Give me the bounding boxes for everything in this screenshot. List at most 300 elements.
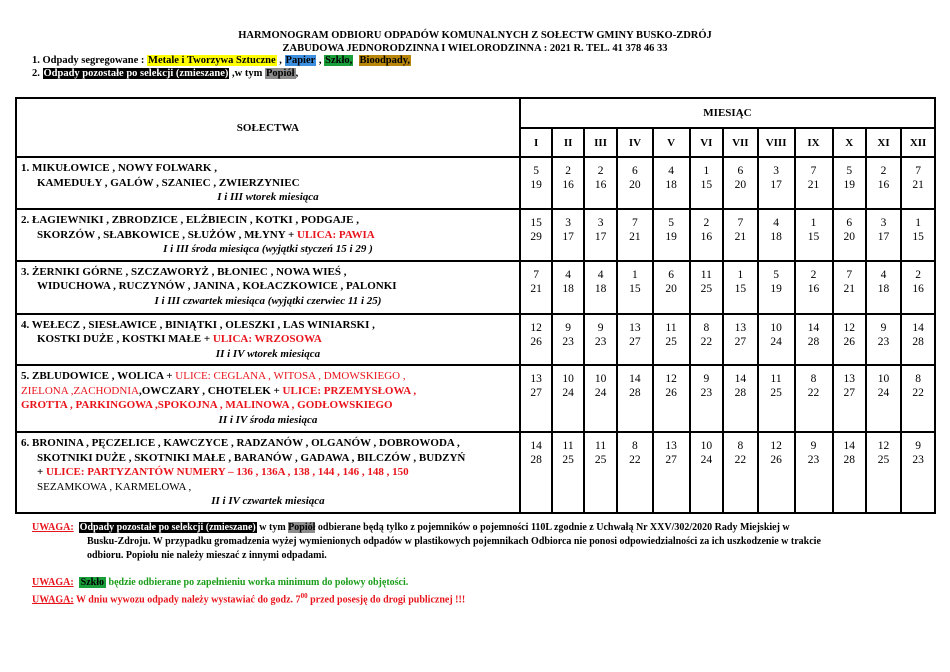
- street-list: ULICE: PARTYZANTÓW NUMERY – 136 , 136A , 138 , 144 , 146 , 148 , 150: [46, 466, 409, 478]
- pickup-day: 18: [562, 282, 574, 295]
- pickup-day: 20: [665, 282, 677, 295]
- pickup-day: 1: [810, 217, 817, 229]
- street-list: ZIELONA ,ZACHODNIA: [21, 384, 139, 397]
- header-solectwa: SOŁECTWA: [16, 98, 520, 157]
- pickup-day: 9: [703, 373, 710, 385]
- street-list: GROTTA , PARKINGOWA ,SPOKOJNA , MALINOWA , GODŁOWSKIEGO: [21, 399, 393, 411]
- pickup-day: 6: [668, 268, 674, 281]
- date-cell: [520, 209, 552, 261]
- locality-text: II i IV czwartek miesiąca: [211, 495, 325, 507]
- note-zmieszane: Odpady pozostałe po selekcji (zmieszane): [79, 522, 256, 533]
- legend-mixed: [32, 68, 298, 79]
- month-header: II: [552, 128, 584, 157]
- solectwo-cell: [16, 209, 520, 261]
- pickup-day: 25: [700, 282, 713, 295]
- pickup-day: 3: [565, 217, 571, 229]
- locality-line: [21, 161, 515, 176]
- pickup-day: 25: [770, 387, 782, 399]
- document-title: HARMONOGRAM ODBIORU ODPADÓW KOMUNALNYCH Z SOŁECTW GMINY BUSKO-ZDRÓJ: [238, 30, 712, 41]
- locality-line: [21, 465, 515, 480]
- pickup-day: 9: [565, 321, 571, 334]
- pickup-day: 9: [915, 440, 921, 452]
- legend-sep: ,: [316, 55, 325, 66]
- pickup-day: 25: [594, 454, 607, 466]
- pickup-day: 8: [703, 321, 710, 334]
- pickup-day: 26: [665, 387, 677, 399]
- pickup-day: 29: [530, 231, 542, 243]
- date-cell: [584, 261, 617, 314]
- pickup-day: 12: [877, 440, 890, 452]
- pickup-day: 2: [703, 217, 710, 229]
- pickup-day: 28: [734, 387, 747, 399]
- pickup-day: 19: [843, 179, 855, 191]
- date-cell: [866, 365, 901, 432]
- pickup-day: 27: [843, 387, 855, 399]
- pickup-day: 3: [880, 217, 887, 229]
- date-cell: [617, 314, 652, 366]
- pickup-day: 28: [912, 335, 924, 348]
- locality-text: I i III czwartek miesiąca (wyjątki czerwiec 11 i 25): [154, 294, 382, 307]
- table-row: [16, 314, 935, 366]
- date-cell: [690, 209, 723, 261]
- pickup-day: 26: [843, 335, 855, 348]
- date-cell: [795, 432, 833, 513]
- note-popiol: Popiół: [288, 522, 316, 533]
- pickup-day: 19: [770, 282, 782, 295]
- note-text: będzie odbierane po zapełnieniu worka minimum do połowy objętości.: [106, 577, 409, 588]
- month-header: V: [653, 128, 690, 157]
- pickup-day: 16: [912, 282, 924, 295]
- pickup-day: 10: [770, 321, 782, 334]
- note-szklo: Szkło: [80, 577, 105, 588]
- pickup-day: 1: [737, 268, 744, 281]
- date-cell: [653, 209, 690, 261]
- date-cell: [552, 157, 584, 209]
- schedule-rule: [21, 347, 515, 362]
- pickup-day: 2: [915, 268, 921, 281]
- solectwo-cell: [16, 432, 520, 513]
- pickup-day: 10: [877, 373, 890, 385]
- date-cell: [653, 157, 690, 209]
- pickup-day: 8: [632, 440, 638, 452]
- date-cell: [901, 157, 935, 209]
- locality-text: ,OWCZARY , CHOTELEK +: [138, 384, 283, 397]
- pickup-day: 3: [597, 217, 604, 229]
- date-cell: [723, 209, 758, 261]
- date-cell: [758, 261, 795, 314]
- header-miesiac: MIESIĄC: [520, 98, 935, 128]
- pickup-day: 14: [843, 440, 855, 452]
- pickup-day: 28: [807, 335, 820, 348]
- pickup-day: 11: [665, 321, 677, 334]
- date-cell: [758, 157, 795, 209]
- pickup-day: 21: [807, 179, 820, 191]
- solectwo-cell: [16, 365, 520, 432]
- locality-line: [21, 436, 515, 451]
- pickup-day: 5: [773, 268, 779, 281]
- date-cell: [866, 314, 901, 366]
- locality-text: II i IV wtorek miesiąca: [215, 347, 321, 360]
- pickup-day: 10: [700, 440, 713, 452]
- pickup-day: 16: [807, 282, 820, 295]
- pickup-day: 22: [912, 387, 924, 399]
- date-cell: [617, 157, 652, 209]
- legend-segregated: [32, 55, 411, 66]
- pickup-day: 23: [912, 454, 924, 466]
- document-subtitle: ZABUDOWA JEDNORODZINNA I WIELORODZINNA : 2021 R. TEL. 41 378 46 33: [282, 43, 668, 54]
- pickup-day: 22: [629, 454, 641, 466]
- date-cell: [901, 261, 935, 314]
- date-cell: [653, 365, 690, 432]
- date-cell: [552, 365, 584, 432]
- pickup-day: 7: [533, 268, 539, 281]
- date-cell: [901, 314, 935, 366]
- solectwo-cell: [16, 157, 520, 209]
- pickup-day: 8: [810, 373, 817, 385]
- legend-label: 2.: [32, 68, 43, 79]
- legend-sep: ,: [276, 55, 285, 66]
- locality-text: 5. ZBLUDOWICE , WOLICA +: [21, 370, 176, 382]
- date-cell: [520, 157, 552, 209]
- pickup-day: 27: [530, 387, 542, 399]
- table-row: [16, 209, 935, 261]
- schedule-rule: [21, 294, 515, 309]
- pickup-day: 4: [565, 268, 571, 281]
- pickup-day: 18: [665, 179, 677, 191]
- pickup-day: 6: [632, 165, 638, 177]
- pickup-day: 7: [810, 165, 817, 177]
- pickup-day: 15: [734, 282, 747, 295]
- pickup-day: 14: [807, 321, 820, 334]
- pickup-day: 15: [530, 217, 542, 229]
- note-mixed-waste: [32, 521, 932, 563]
- solectwo-cell: [16, 314, 520, 366]
- pickup-day: 19: [530, 179, 542, 191]
- pickup-day: 24: [770, 335, 782, 348]
- date-cell: [723, 157, 758, 209]
- locality-text: 4. WEŁECZ , SIESŁAWICE , BINIĄTKI , OLESZKI , LAS WINIARSKI ,: [21, 318, 375, 331]
- pickup-day: 21: [629, 231, 641, 243]
- pickup-day: 25: [562, 454, 574, 466]
- pickup-day: 14: [629, 373, 641, 385]
- legend-bio: Bioodpady,: [359, 55, 411, 66]
- street-list: ULICE: CEGLANA , WITOSA , DMOWSKIEGO ,: [175, 370, 406, 382]
- pickup-day: 1: [915, 217, 921, 229]
- locality-line: [21, 228, 515, 243]
- note-sup: 00: [300, 592, 308, 600]
- pickup-day: 23: [807, 454, 820, 466]
- pickup-day: 12: [530, 321, 542, 334]
- legend-popiol: Popiół: [265, 68, 295, 79]
- date-cell: [723, 314, 758, 366]
- pickup-day: 11: [770, 373, 782, 385]
- date-cell: [758, 432, 795, 513]
- pickup-day: 23: [562, 335, 574, 348]
- date-cell: [520, 365, 552, 432]
- uwaga-label: UWAGA:: [32, 522, 74, 533]
- pickup-day: 17: [562, 231, 574, 243]
- pickup-day: 3: [773, 165, 779, 177]
- table-row: [16, 261, 935, 314]
- month-header: I: [520, 128, 552, 157]
- pickup-day: 20: [629, 179, 641, 191]
- date-cell: [552, 314, 584, 366]
- date-cell: [758, 209, 795, 261]
- pickup-day: 2: [597, 165, 604, 177]
- date-cell: [653, 432, 690, 513]
- pickup-day: 24: [877, 387, 890, 399]
- date-cell: [690, 157, 723, 209]
- date-cell: [723, 432, 758, 513]
- pickup-day: 27: [734, 335, 747, 348]
- solectwo-cell: [16, 261, 520, 314]
- locality-line: [21, 176, 515, 191]
- date-cell: [552, 432, 584, 513]
- pickup-day: 6: [846, 217, 853, 229]
- pickup-day: 22: [807, 387, 820, 399]
- pickup-day: 7: [737, 217, 744, 229]
- pickup-day: 18: [877, 282, 890, 295]
- pickup-day: 15: [700, 179, 713, 191]
- locality-line: [21, 213, 515, 228]
- pickup-day: 9: [810, 440, 817, 452]
- pickup-day: 28: [843, 454, 855, 466]
- date-cell: [833, 432, 866, 513]
- date-cell: [584, 209, 617, 261]
- locality-line: [21, 384, 515, 399]
- date-cell: [653, 314, 690, 366]
- date-cell: [690, 314, 723, 366]
- date-cell: [690, 261, 723, 314]
- pickup-day: 5: [846, 165, 853, 177]
- pickup-day: 11: [595, 440, 607, 452]
- pickup-day: 18: [770, 231, 782, 243]
- note-text: W dniu wywozu odpady należy wystawiać do godz. 7: [73, 594, 301, 606]
- pickup-day: 7: [632, 217, 638, 229]
- date-cell: [584, 157, 617, 209]
- pickup-day: 13: [530, 373, 542, 385]
- date-cell: [795, 157, 833, 209]
- pickup-day: 10: [562, 373, 574, 385]
- pickup-day: 16: [877, 179, 890, 191]
- legend-sep: ,: [295, 68, 299, 79]
- pickup-day: 15: [807, 231, 820, 243]
- date-cell: [901, 432, 935, 513]
- locality-line: [21, 332, 515, 347]
- pickup-day: 2: [810, 268, 817, 281]
- pickup-day: 5: [668, 217, 674, 229]
- schedule-rule: [21, 413, 515, 428]
- pickup-day: 20: [843, 231, 855, 243]
- pickup-day: 11: [562, 440, 574, 452]
- month-header: XI: [866, 128, 901, 157]
- date-cell: [584, 365, 617, 432]
- pickup-day: 24: [562, 387, 574, 399]
- date-cell: [866, 157, 901, 209]
- note-time: [32, 589, 465, 607]
- locality-text: SEZAMKOWA , KARMELOWA ,: [37, 480, 192, 493]
- pickup-day: 11: [700, 268, 712, 281]
- pickup-day: 14: [912, 321, 924, 334]
- locality-text: 6. BRONINA , PĘCZELICE , KAWCZYCE , RADZANÓW , OLGANÓW , DOBROWODA ,: [21, 437, 460, 449]
- date-cell: [617, 365, 652, 432]
- date-cell: [795, 314, 833, 366]
- legend-zmieszane: Odpady pozostałe po selekcji (zmieszane): [43, 68, 229, 79]
- legend-sep: ,w tym: [229, 68, 265, 79]
- locality-line: [21, 265, 515, 280]
- pickup-day: 13: [734, 321, 747, 334]
- locality-text: I i III wtorek miesiąca: [217, 191, 319, 203]
- date-cell: [795, 209, 833, 261]
- pickup-day: 17: [770, 179, 782, 191]
- locality-text: SKORZÓW , SŁABKOWICE , SŁUŻÓW , MŁYNY +: [37, 228, 298, 241]
- pickup-day: 4: [597, 268, 604, 281]
- pickup-day: 14: [530, 440, 542, 452]
- pickup-day: 22: [700, 335, 713, 348]
- date-cell: [866, 432, 901, 513]
- pickup-day: 9: [880, 321, 887, 334]
- date-cell: [833, 157, 866, 209]
- date-cell: [833, 261, 866, 314]
- table-row: [16, 432, 935, 513]
- pickup-day: 7: [846, 268, 853, 281]
- pickup-day: 8: [915, 373, 921, 385]
- schedule-rule: [21, 494, 515, 509]
- note-glass: [32, 576, 408, 590]
- pickup-day: 25: [877, 454, 890, 466]
- pickup-day: 2: [880, 165, 887, 177]
- note-text: przed posesję do drogi publicznej !!!: [307, 594, 466, 606]
- pickup-day: 21: [912, 179, 924, 191]
- locality-text: WIDUCHOWA , RUCZYNÓW , JANINA , KOŁACZKOWICE , PALONKI: [37, 280, 397, 292]
- note-text: odbierane będą tylko z pojemników o pojemności 110L zgodnie z Uchwałą Nr XXV/302/2020 Rady Miejskiej w: [315, 522, 790, 533]
- note-text: odbioru. Popiołu nie należy mieszać z innymi odpadami.: [87, 550, 327, 561]
- month-header: VI: [690, 128, 723, 157]
- pickup-day: 26: [530, 335, 542, 348]
- pickup-day: 28: [530, 454, 542, 466]
- locality-text: I i III środa miesiąca (wyjątki styczeń 15 i 29 ): [163, 243, 373, 255]
- pickup-day: 4: [668, 165, 674, 177]
- locality-line: [21, 369, 515, 384]
- pickup-day: 21: [843, 282, 855, 295]
- locality-text: KOSTKI DUŻE , KOSTKI MAŁE +: [37, 333, 213, 345]
- legend-papier: Papier: [285, 55, 316, 66]
- pickup-day: 25: [665, 335, 677, 348]
- locality-line: [21, 318, 515, 333]
- street-list: ULICE: PRZEMYSŁOWA ,: [282, 384, 417, 397]
- pickup-day: 15: [629, 282, 641, 295]
- table-row: [16, 365, 935, 432]
- pickup-day: 17: [877, 231, 890, 243]
- table-row: [16, 157, 935, 209]
- pickup-day: 22: [734, 454, 747, 466]
- date-cell: [901, 365, 935, 432]
- pickup-day: 24: [700, 454, 713, 466]
- locality-text: 2. ŁAGIEWNIKI , ZBRODZICE , ELŻBIECIN , KOTKI , PODGAJE ,: [21, 214, 360, 226]
- schedule-table: [15, 97, 936, 514]
- date-cell: [520, 314, 552, 366]
- pickup-day: 1: [703, 165, 710, 177]
- pickup-day: 1: [632, 268, 638, 281]
- legend-metale: Metale i Tworzywa Sztuczne: [148, 55, 276, 66]
- pickup-day: 13: [629, 321, 641, 334]
- date-cell: [690, 432, 723, 513]
- date-cell: [795, 365, 833, 432]
- date-cell: [617, 261, 652, 314]
- pickup-day: 16: [700, 231, 713, 243]
- locality-text: 1. MIKUŁOWICE , NOWY FOLWARK ,: [21, 162, 217, 174]
- date-cell: [758, 365, 795, 432]
- date-cell: [552, 209, 584, 261]
- locality-text: 3. ŻERNIKI GÓRNE , SZCZAWORYŻ , BŁONIEC , NOWA WIEŚ ,: [21, 265, 347, 278]
- pickup-day: 2: [565, 165, 571, 177]
- pickup-day: 13: [665, 440, 677, 452]
- month-header: VII: [723, 128, 758, 157]
- uwaga-label: UWAGA:: [32, 577, 74, 588]
- legend-szklo: Szkło,: [325, 55, 353, 66]
- note-text: Busku-Zdroju. W przypadku gromadzenia wyżej wymienionych odpadów w plastikowych pojemnikach Odbiorca nie ponosi odpowiedzialności za ich uszkodzenie w trakcie: [87, 536, 821, 547]
- pickup-day: 21: [530, 282, 542, 295]
- pickup-day: 9: [597, 321, 604, 334]
- pickup-day: 28: [629, 387, 641, 399]
- legend-label: 1. Odpady segregowane :: [32, 55, 148, 66]
- month-header: VIII: [758, 128, 795, 157]
- date-cell: [723, 365, 758, 432]
- pickup-day: 8: [737, 440, 744, 452]
- pickup-day: 16: [562, 179, 574, 191]
- date-cell: [758, 314, 795, 366]
- pickup-day: 19: [665, 231, 677, 243]
- pickup-day: 13: [843, 373, 855, 385]
- pickup-day: 7: [915, 165, 921, 177]
- pickup-day: 4: [880, 268, 887, 281]
- uwaga-label: UWAGA:: [32, 594, 74, 606]
- date-cell: [833, 365, 866, 432]
- date-cell: [795, 261, 833, 314]
- street-list: ULICA: PAWIA: [297, 228, 375, 241]
- month-header: III: [584, 128, 617, 157]
- date-cell: [520, 432, 552, 513]
- pickup-day: 12: [770, 440, 782, 452]
- date-cell: [723, 261, 758, 314]
- locality-text: KAMEDUŁY , GALÓW , SZANIEC , ZWIERZYNIEC: [37, 176, 300, 189]
- street-list: ULICA: WRZOSOWA: [212, 333, 322, 345]
- date-cell: [653, 261, 690, 314]
- pickup-day: 21: [734, 231, 747, 243]
- month-header: XII: [901, 128, 935, 157]
- pickup-day: 12: [843, 321, 855, 334]
- locality-text: SKOTNIKI DUŻE , SKOTNIKI MAŁE , BARANÓW , GADAWA , BILCZÓW , BUDZYŃ: [37, 451, 466, 464]
- note-text: w tym: [256, 522, 289, 533]
- pickup-day: 26: [770, 454, 782, 466]
- pickup-day: 16: [594, 179, 607, 191]
- locality-line: [21, 451, 515, 466]
- locality-line: [21, 279, 515, 294]
- schedule-rule: [21, 190, 515, 205]
- pickup-day: 10: [594, 373, 607, 385]
- pickup-day: 15: [912, 231, 924, 243]
- pickup-day: 18: [594, 282, 607, 295]
- date-cell: [833, 209, 866, 261]
- date-cell: [617, 209, 652, 261]
- pickup-day: 17: [594, 231, 607, 243]
- date-cell: [552, 261, 584, 314]
- month-header: IV: [617, 128, 652, 157]
- pickup-day: 24: [594, 387, 607, 399]
- date-cell: [584, 314, 617, 366]
- schedule-rule: [21, 242, 515, 257]
- date-cell: [617, 432, 652, 513]
